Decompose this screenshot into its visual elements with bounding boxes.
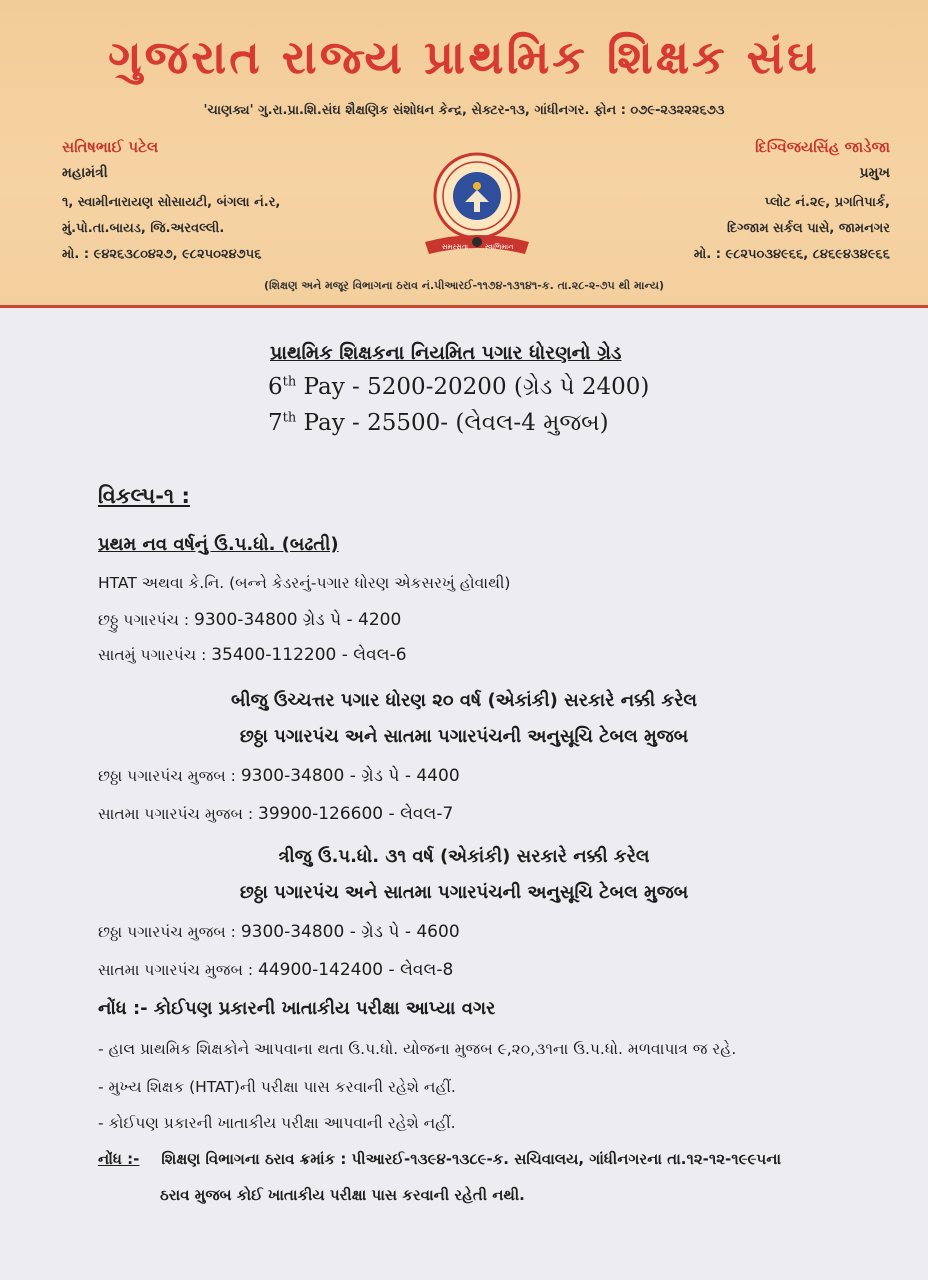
section2-sixth-label: છઠ્ઠા પગારપંચ મુજબ : bbox=[98, 767, 236, 785]
emblem-ribbon-left: સમરસતા bbox=[441, 243, 469, 251]
footnote-text-1: શિક્ષણ વિભાગના ઠરાવ ક્રમાંક : પીઆરઈ-૧૩૯૪-૧૩૮૯-ક. સચિવાલય, ગાંધીનગરના તા.૧૨-૧૨-૧૯૯૫ના bbox=[161, 1150, 782, 1168]
document-heading: પ્રાથમિક શિક્ષકના નિયમિત પગાર ધોરણનો ગ્રેડ bbox=[270, 342, 622, 364]
section3-seventh bbox=[98, 960, 453, 980]
footnote-line-1 bbox=[98, 1150, 781, 1168]
general-secretary-name: સતિષભાઈ પટેલ bbox=[62, 138, 159, 156]
section3-title-1: ત્રીજુ ઉ.પ.ધો. ૩૧ વર્ષ (એકાંકી) સરકારે નક્કી કરેલ bbox=[278, 846, 650, 867]
section2-title-1: બીજુ ઉચ્ચત્તર પગાર ધોરણ ૨૦ વર્ષ (એકાંકી) સરકારે નક્કી કરેલ bbox=[230, 690, 698, 711]
section1-title: પ્રથમ નવ વર્ષનું ઉ.પ.ધો. (બઢતી) bbox=[98, 534, 339, 555]
org-emblem-icon bbox=[421, 150, 533, 260]
emblem-ribbon-right: સ્વાભિમાન bbox=[484, 243, 514, 251]
section1-seventh-value: 35400-112200 - લેવલ-6 bbox=[211, 645, 407, 665]
section2-seventh-label: સાતમા પગારપંચ મુજબ : bbox=[98, 805, 254, 823]
approval-note: (શિક્ષણ અને મજૂર વિભાગના ઠરાવ નં.પીઆરઈ-૧૧૭૪-૧૩૧૪૧-ક. તા.૨૮-૨-૭૫ થી માન્ય) bbox=[263, 279, 664, 292]
general-secretary-phone: મો. : ૯૪૨૬૩૮૦૪૨૭, ૯૮૨૫૦૨૪૭૫૬ bbox=[62, 247, 262, 262]
pay-7th-sup: th bbox=[282, 410, 297, 426]
section2-sixth-value: 9300-34800 - ગ્રેડ પે - 4400 bbox=[240, 766, 460, 786]
note-heading: નોંધ :- કોઈપણ પ્રકારની ખાતાકીય પરીક્ષા આપ્યા વગર bbox=[98, 998, 496, 1019]
president-name: દિગ્વિજયસિંહ જાડેજા bbox=[755, 138, 890, 156]
letterhead bbox=[0, 0, 928, 308]
org-address: 'ચાણક્ય' ગુ.રા.પ્રા.શિ.સંઘ શૈક્ષણિક સંશોધન કેન્દ્ર, સેક્ટર-૧૩, ગાંધીનગર. ફોન : ૦૭૯-૨૩૨૨૨૬૭૩ bbox=[203, 103, 725, 118]
option-title: વિકલ્પ-૧ : bbox=[98, 484, 190, 508]
section3-sixth-label: છઠ્ઠા પગારપંચ મુજબ : bbox=[98, 923, 236, 941]
pay-7th-text: Pay - 25500- (લેવલ-4 મુજબ) bbox=[296, 410, 609, 436]
section2-title-2: છઠ્ઠા પગારપંચ અને સાતમા પગારપંચની અનુસૂચિ ટેબલ મુજબ bbox=[239, 726, 689, 747]
org-name: ગુજરાત રાજ્ય પ્રાથમિક શિક્ષક સંઘ bbox=[108, 30, 820, 84]
general-secretary-block bbox=[62, 134, 280, 268]
footnote-line-2: ઠરાવ મુજબ કોઈ ખાતાકીય પરીક્ષા પાસ કરવાની રહેતી નથી. bbox=[160, 1186, 525, 1204]
president-address-1: પ્લોટ નં.૨૯, પ્રગતિપાર્ક, bbox=[764, 195, 890, 210]
section2-sixth bbox=[98, 766, 460, 786]
section1-sixth-value: 9300-34800 ગ્રેડ પે - 4200 bbox=[194, 610, 402, 630]
note-bullet-2: - મુખ્ય શિક્ષક (HTAT)ની પરીક્ષા પાસ કરવાની રહેશે નહીં. bbox=[98, 1078, 456, 1096]
general-secretary-title: મહામંત્રી bbox=[62, 165, 108, 181]
note-bullet-1: - હાલ પ્રાથમિક શિક્ષકોને આપવાના થતા ઉ.પ.ધો. યોજના મુજબ ૯,૨૦,૩૧ના ઉ.પ.ધો. મળવાપાત્ર જ રહે. bbox=[98, 1040, 737, 1058]
section1-line1: HTAT અથવા કે.નિ. (બન્ને કેડરનું-પગાર ધોરણ એકસરખું હોવાથી) bbox=[98, 574, 511, 592]
note-bullet-3: - કોઈપણ પ્રકારની ખાતાકીય પરીક્ષા આપવાની રહેશે નહીં. bbox=[98, 1114, 456, 1132]
section3-title-2: છઠ્ઠા પગારપંચ અને સાતમા પગારપંચની અનુસૂચિ ટેબલ મુજબ bbox=[239, 882, 689, 903]
president-title: પ્રમુખ bbox=[859, 165, 890, 181]
president-address-2: દિગ્જામ સર્કલ પાસે, જામનગર bbox=[726, 221, 890, 236]
section3-sixth-value: 9300-34800 - ગ્રેડ પે - 4600 bbox=[240, 922, 460, 942]
pay-7th bbox=[268, 410, 609, 436]
section1-sixth bbox=[98, 610, 401, 630]
section3-seventh-value: 44900-142400 - લેવલ-8 bbox=[258, 960, 454, 980]
document-body bbox=[0, 308, 928, 1280]
section1-sixth-label: છઠ્ઠુ પગારપંચ : bbox=[98, 611, 190, 629]
president-block bbox=[694, 134, 890, 268]
pay-7th-num: 7 bbox=[268, 410, 283, 436]
section2-seventh bbox=[98, 804, 453, 824]
pay-6th-text: Pay - 5200-20200 (ગ્રેડ પે 2400) bbox=[296, 374, 650, 400]
section3-seventh-label: સાતમા પગારપંચ મુજબ : bbox=[98, 961, 254, 979]
section2-seventh-value: 39900-126600 - લેવલ-7 bbox=[258, 804, 454, 824]
section1-seventh bbox=[98, 645, 407, 665]
footnote-label: નોંધ :- bbox=[98, 1150, 140, 1168]
pay-6th bbox=[268, 374, 649, 400]
pay-6th-sup: th bbox=[282, 374, 297, 390]
general-secretary-address-1: ૧, સ્વામીનારાયણ સોસાયટી, બંગલા નં.ર, bbox=[62, 195, 281, 210]
section1-seventh-label: સાતમું પગારપંચ : bbox=[98, 646, 207, 664]
general-secretary-address-2: મું.પો.તા.બાયડ, જિ.અરવલ્લી. bbox=[62, 221, 225, 236]
section3-sixth bbox=[98, 922, 460, 942]
president-phone: મો. : ૯૮૨૫૦૩૪૯૬૬, ૮૪૬૯૪૩૪૯૬૬ bbox=[693, 247, 890, 262]
pay-6th-num: 6 bbox=[268, 374, 283, 400]
